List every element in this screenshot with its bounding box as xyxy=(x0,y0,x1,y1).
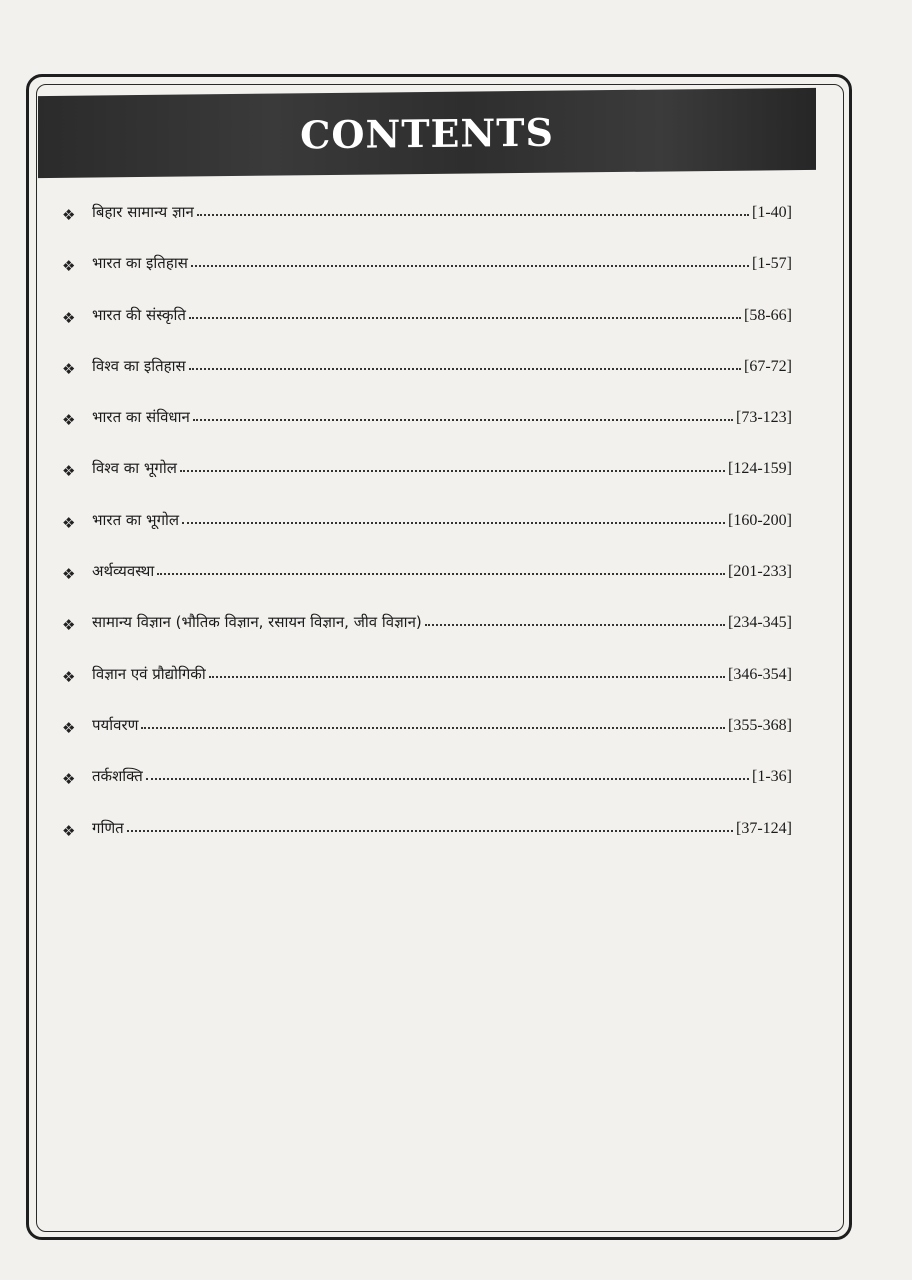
toc-entry-line xyxy=(92,504,792,530)
toc-entry-pages: [1-36] xyxy=(752,768,792,786)
toc-entry-line xyxy=(92,452,792,478)
diamond-bullet-icon: ❖ xyxy=(62,462,76,481)
toc-entry-line xyxy=(92,299,792,325)
diamond-bullet-icon: ❖ xyxy=(62,821,76,840)
toc-entry-line xyxy=(92,709,792,735)
toc-entry xyxy=(62,247,792,298)
toc-entry xyxy=(62,812,792,863)
diamond-bullet-icon: ❖ xyxy=(62,565,76,584)
toc-entry xyxy=(62,350,792,401)
toc-entry xyxy=(62,196,792,247)
dot-leader xyxy=(141,727,725,729)
page-title: CONTENTS xyxy=(300,109,554,157)
toc-entry-pages: [346-354] xyxy=(728,665,792,683)
toc-entry-title: बिहार सामान्य ज्ञान xyxy=(92,203,194,221)
diamond-bullet-icon: ❖ xyxy=(62,257,76,276)
toc-entry-pages: [67-72] xyxy=(744,357,792,375)
diamond-bullet-icon: ❖ xyxy=(62,206,76,224)
diamond-bullet-icon: ❖ xyxy=(62,411,76,430)
toc-entry-title: भारत की संस्कृति xyxy=(92,305,186,324)
dot-leader xyxy=(209,676,725,678)
toc-entry-pages: [1-57] xyxy=(752,255,792,273)
toc-entry-pages: [124-159] xyxy=(728,460,792,478)
toc-entry xyxy=(62,658,792,709)
toc-entry-title: तर्कशक्ति xyxy=(92,767,143,786)
toc-entry-title: विश्व का इतिहास xyxy=(92,356,186,375)
toc-entry-line xyxy=(92,196,792,222)
toc-entry-title: अर्थव्यवस्था xyxy=(92,562,155,581)
toc-entry-title: विश्व का भूगोल xyxy=(92,459,177,478)
toc-entry xyxy=(62,555,792,606)
toc-entry-line xyxy=(92,606,792,632)
toc-entry xyxy=(62,504,792,555)
dot-leader xyxy=(197,214,749,216)
toc-entry-title: पर्यावरण xyxy=(92,715,139,734)
toc-entry-title: सामान्य विज्ञान (भौतिक विज्ञान, रसायन विज्ञान, जीव विज्ञान) xyxy=(92,613,422,632)
toc-entry-title: भारत का भूगोल xyxy=(92,510,180,529)
dot-leader xyxy=(189,317,741,319)
toc-entry-pages: [73-123] xyxy=(736,409,792,427)
dot-leader xyxy=(157,573,725,575)
toc-entry-pages: [160-200] xyxy=(728,511,792,529)
toc-entry-pages: [355-368] xyxy=(728,716,792,734)
diamond-bullet-icon: ❖ xyxy=(62,770,76,789)
diamond-bullet-icon: ❖ xyxy=(62,718,76,737)
diamond-bullet-icon: ❖ xyxy=(62,359,76,378)
toc-entry xyxy=(62,709,792,760)
table-of-contents xyxy=(62,196,792,863)
dot-leader xyxy=(193,419,733,421)
toc-entry-pages: [201-233] xyxy=(728,563,792,581)
diamond-bullet-icon: ❖ xyxy=(62,667,76,686)
dot-leader xyxy=(182,522,725,524)
toc-entry xyxy=(62,760,792,811)
toc-entry-title: भारत का संविधान xyxy=(92,408,190,427)
toc-entry-title: भारत का इतिहास xyxy=(92,254,188,273)
toc-entry-title: विज्ञान एवं प्रौद्योगिकी xyxy=(92,664,206,683)
toc-entry xyxy=(62,401,792,452)
contents-banner xyxy=(38,88,816,178)
dot-leader xyxy=(127,830,733,832)
toc-entry-line xyxy=(92,555,792,581)
dot-leader xyxy=(425,624,725,626)
dot-leader xyxy=(146,778,749,780)
toc-entry-line xyxy=(92,760,792,786)
dot-leader xyxy=(189,368,741,370)
toc-entry-pages: [234-345] xyxy=(728,614,792,632)
toc-entry-line xyxy=(92,350,792,376)
dot-leader xyxy=(191,265,749,267)
diamond-bullet-icon: ❖ xyxy=(62,616,76,635)
dot-leader xyxy=(180,470,725,472)
toc-entry-line xyxy=(92,247,792,273)
toc-entry-line xyxy=(92,401,792,427)
toc-entry-line xyxy=(92,812,792,838)
toc-entry xyxy=(62,452,792,503)
diamond-bullet-icon: ❖ xyxy=(62,308,76,327)
toc-entry xyxy=(62,299,792,350)
toc-entry-line xyxy=(92,658,792,684)
toc-entry xyxy=(62,606,792,657)
toc-entry-pages: [37-124] xyxy=(736,819,792,837)
toc-entry-pages: [58-66] xyxy=(744,306,792,324)
toc-entry-pages: [1-40] xyxy=(752,204,792,221)
diamond-bullet-icon: ❖ xyxy=(62,513,76,532)
toc-entry-title: गणित xyxy=(92,818,124,837)
